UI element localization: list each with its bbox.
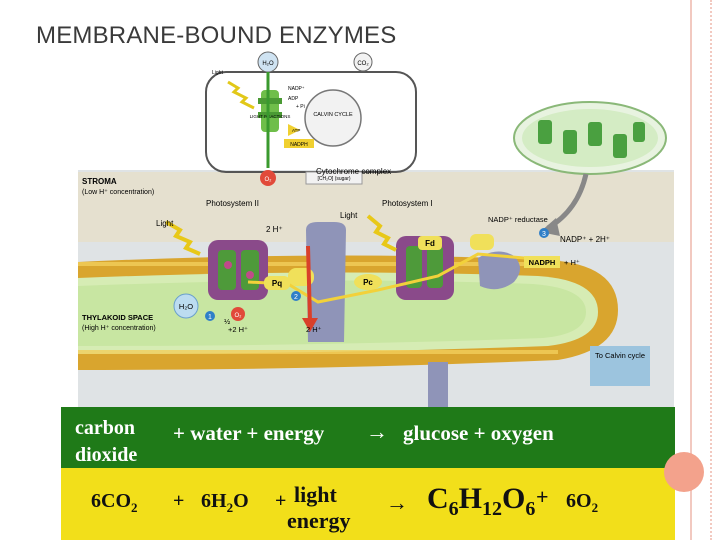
nadp-reductase-label: NADP⁺ reductase	[488, 215, 548, 224]
cytochrome-label: Cytochrome complex	[316, 167, 392, 176]
word-equation-band	[61, 407, 675, 468]
formula-co2	[91, 490, 138, 516]
formula-o2	[566, 490, 598, 516]
formula-glucose	[427, 482, 535, 521]
proton-arrow	[308, 246, 310, 320]
glucose-c-sub: 6	[448, 498, 459, 520]
top-nadp-label: NADP⁺	[288, 86, 305, 92]
word-dioxide: dioxide	[75, 444, 138, 466]
step-3-badge: 3	[542, 231, 546, 238]
two-h-bottom-label: 2 H⁺	[306, 325, 322, 334]
top-co2-label: CO₂	[357, 61, 369, 67]
top-sugar-label: [CH₂O] (sugar)	[317, 176, 351, 182]
top-adp-label: ADP	[288, 96, 299, 102]
plus2h-label: +2 H⁺	[228, 325, 249, 334]
glucose-h: H	[458, 482, 483, 515]
top-pi-label: + Pi	[296, 104, 305, 110]
nadp-eq-label: NADP⁺ + 2H⁺	[560, 235, 611, 244]
thylakoid-label: THYLAKOID SPACE	[82, 313, 154, 322]
word-energy: energy	[287, 508, 351, 533]
formula-h2o-main: 6H	[201, 490, 227, 512]
formula-co2-sub: 2	[131, 500, 138, 515]
word-arrow: →	[366, 419, 388, 444]
top-calvin-label: CALVIN CYCLE	[313, 112, 353, 118]
word-water-energy: + water + energy	[173, 421, 325, 445]
photosystem2-label: Photosystem II	[206, 199, 259, 208]
light-right-label: Light	[340, 211, 358, 220]
glucose-o: O	[502, 482, 526, 515]
atp-synthase	[428, 362, 448, 410]
h2o-bubble-label: H₂O	[178, 302, 194, 311]
word-carbon: carbon	[75, 417, 135, 439]
thylakoid-sub-label: (High H⁺ concentration)	[82, 325, 156, 332]
slide-border-dots	[710, 0, 718, 540]
formula-o2-sub: 2	[591, 500, 599, 515]
glucose-c: C	[427, 482, 449, 515]
top-light-reactions-label: LIGHT REACTIONS	[249, 114, 291, 119]
plus-1: +	[173, 490, 185, 512]
photosystem1-label: Photosystem I	[382, 199, 433, 208]
chem-arrow: →	[386, 490, 408, 515]
pq-label: Pq	[271, 279, 283, 288]
top-nadph-label: NADPH	[290, 142, 308, 148]
fd-label: Fd	[425, 239, 435, 248]
formula-co2-main: 6CO	[91, 490, 131, 512]
chemical-equation-band	[61, 468, 675, 540]
plus-h-label: + H⁺	[564, 258, 580, 267]
glucose-h-sub: 12	[482, 498, 503, 520]
formula-h2o-sub: 2	[226, 500, 234, 515]
step-2-badge: 2	[294, 294, 298, 301]
formula-h2o	[201, 490, 249, 516]
step-1-badge: 1	[208, 314, 212, 321]
o2-bubble-label: O₂	[234, 313, 242, 319]
light-left-label: Light	[156, 219, 174, 228]
overview-schematic	[206, 52, 416, 186]
stroma-sub-label: (Low H⁺ concentration)	[82, 189, 155, 196]
word-light: light	[294, 482, 337, 507]
formula-h2o-end: O	[233, 490, 249, 512]
word-result: glucose + oxygen	[403, 421, 554, 445]
top-h2o-label: H₂O	[262, 61, 274, 67]
half-label: ½	[224, 317, 231, 326]
plus-3: +	[536, 484, 549, 509]
nadph-box-label: NADPH	[528, 258, 556, 267]
formula-o2-main: 6O	[566, 490, 592, 512]
decorative-accent-circle	[664, 452, 704, 492]
glucose-o-sub: 6	[525, 498, 536, 520]
to-calvin-label: To Calvin cycle	[594, 351, 646, 360]
top-atp-label: ATP	[292, 128, 301, 133]
photosystem-ii	[208, 240, 268, 300]
plus-2: +	[275, 490, 287, 512]
top-o2-label: O₂	[264, 177, 272, 183]
pc-label: Pc	[363, 278, 373, 287]
two-h-top-label: 2 H⁺	[266, 225, 283, 234]
thylakoid-membrane-diagram	[78, 50, 674, 410]
stroma-label: STROMA	[82, 177, 117, 186]
top-light-label: Light	[212, 70, 223, 76]
slide-title: MEMBRANE-BOUND ENZYMES	[36, 22, 397, 49]
